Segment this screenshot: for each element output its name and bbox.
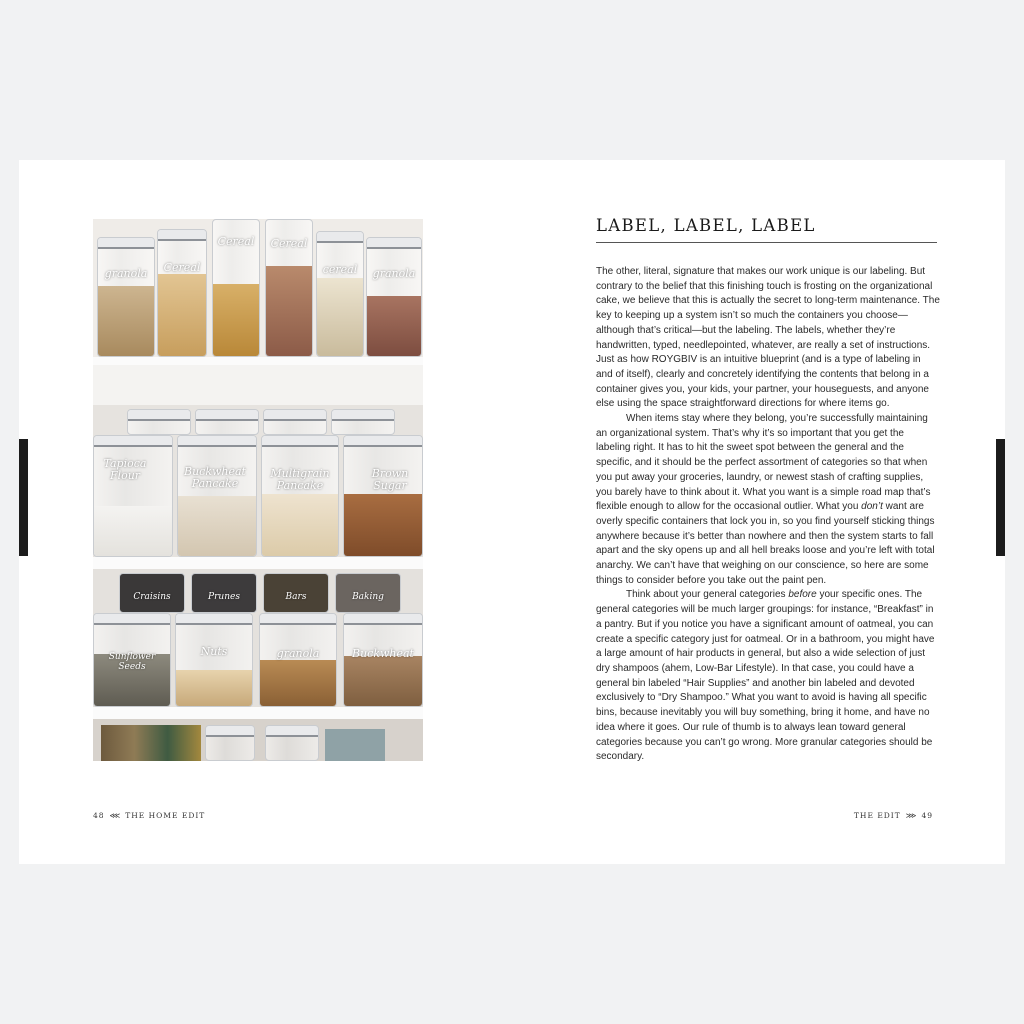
container-label: Baking [352,592,384,602]
container-buckwheat [343,613,423,707]
container-cereal-4 [316,231,364,357]
section-heading: LABEL, LABEL, LABEL [596,216,816,235]
container-back [331,409,395,435]
ornament-icon: ⋙ [905,811,917,820]
heading-rule [596,242,937,243]
container-label: granola [104,267,148,280]
container-baking [335,573,401,613]
container-cereal-2 [212,219,260,357]
container-label: Tapioca Flour [103,457,147,482]
container-label: Buckwheat Pancake [184,465,246,490]
running-title-left: THE HOME EDIT [125,811,206,820]
container-label: Cereal [163,261,201,274]
container-nuts [175,613,253,707]
container-label: Nuts [200,645,228,658]
container-bottom [265,725,319,761]
container-buckwheat-pancake [177,435,257,557]
container-granola-3 [259,613,337,707]
container-granola-1 [97,237,155,357]
paragraph-1: The other, literal, signature that makes our work unique is our labeling. But contrary to the belief that this finishing touch is frosting on the organizational cake, we believe that this is actually the secret to long-term maintenance. The key to keeping up a system isn’t so much the containers you choose—although that’s critical—but the labeling. The labels, whether they’re handwritten, typed, needlepointed, whatever, are really a set of instructions. Just as how ROYGBIV is an intuitive blueprint (and is a type of labeling in and of itself), clearly and concretely identifying the contents that belong in a container gives you, your kids, your partner, your houseguests, and anyone else using the space straightforward directions for where items go. [596,266,940,410]
running-title-right: THE EDIT [853,811,901,820]
container-bottom [205,725,255,761]
container-cereal-3 [265,219,313,357]
container-label: Multigrain Pancake [270,467,330,492]
body-text [596,265,940,765]
container-tapioca-flour [93,435,173,557]
pantry-photo [93,219,423,761]
container-sunflower-seeds [93,613,171,707]
photo-packages [101,725,201,761]
page-edge-tab-right [996,439,1005,556]
container-label: Cereal [270,237,308,250]
container-label: Craisins [133,592,171,602]
ornament-icon: ⋘ [109,811,121,820]
container-label: Brown Sugar [371,467,409,492]
container-cereal-1 [157,229,207,357]
container-label: Buckwheat [352,647,414,660]
container-brown-sugar [343,435,423,557]
shelf-underside [93,365,423,405]
page-number-right: 49 [921,811,933,820]
footer-left [93,811,205,820]
container-prunes [191,573,257,613]
container-back [127,409,191,435]
footer-right [854,811,933,820]
container-label: Cereal [217,235,255,248]
container-bars [263,573,329,613]
page-edge-tab-left [19,439,28,556]
paragraph-2: When items stay where they belong, you’re successfully maintaining an organizational system. That’s why it’s so important that you get the labeling right. It has to hit the sweet spot between the general and the specific, and it should be the perfect assortment of categories so that when you put away your groceries, laundry, or newest stash of crafting supplies, you barely have to think about it. What you want is a simple road map that’s flexible enough to allow for the occasional outlier. What you don’t want are overly specific containers that lock you in, so you find yourself sticking things anywhere because it’s better than nowhere and then the system starts to fall apart and the sky opens up and all hell breaks loose and you’re left with total anarchy. We can’t have that weighing on our conscience, so here are some things to consider before you take out the paint pen. [596,413,935,586]
container-granola-2 [366,237,422,357]
container-label: Bars [285,592,307,602]
paragraph-3: Think about your general categories before your specific ones. The general categories will be much larger groupings: for instance, “Breakfast” in a pantry. But if you notice you have a significant amount of oatmeal, you can create a specific category just for oatmeal. Or in a bathroom, you might have a large amount of hair products in general, but also a wide selection of just dry shampoos (ahem, Low-Bar Lifestyle). In that case, you could have a general bin labeled “Hair Supplies” and another bin labeled and devoted exclusively to “Dry Shampoo.” What you want to avoid is having all specific bins, because inevitably you will buy something, bring it home, and have no idea where it goes. Our rule of thumb is to always lean toward general categories because you can’t go wrong. More granular categories should be secondary. [596,589,935,763]
container-craisins [119,573,185,613]
page-number-left: 48 [93,811,105,820]
container-label: Prunes [208,592,240,602]
container-label: granola [276,647,320,660]
container-label: Sunflower Seeds [108,652,156,672]
container-back [195,409,259,435]
photo-box [325,729,385,761]
container-label: cereal [322,263,358,276]
container-label: granola [372,267,416,280]
container-back [263,409,327,435]
container-multigrain-pancake [261,435,339,557]
